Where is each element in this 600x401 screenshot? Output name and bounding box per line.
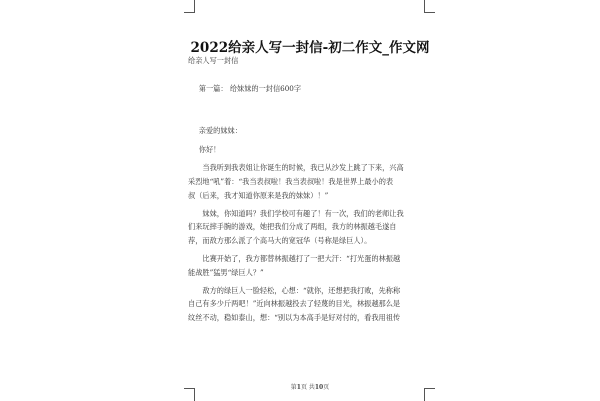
current-page-number: 1 bbox=[296, 384, 301, 391]
paragraph bbox=[188, 252, 432, 280]
paragraph-line: 当我听到我表姐让你诞生的时候，我已从沙发上跳了下来，兴高 bbox=[202, 163, 404, 173]
document-body bbox=[188, 54, 432, 325]
total-page-count: 10 bbox=[314, 384, 324, 391]
crop-mark-top-right bbox=[424, 0, 435, 13]
section-heading: 第一篇： 给妹妹的一封信600字 bbox=[198, 83, 302, 93]
paragraph-line: 比赛开始了，我方都替林振越打了一把大汗：“打光蛋的林振越 bbox=[202, 253, 401, 263]
crop-mark-top-left bbox=[184, 0, 195, 13]
footer-mid: 页 共 bbox=[300, 384, 315, 391]
footer-suffix: 页 bbox=[323, 384, 330, 391]
paragraph bbox=[188, 207, 432, 248]
paragraph-line: 纹丝不动，稳如泰山，想：“别以为本高手是好对付的，看我用祖传 bbox=[188, 313, 401, 323]
document-title: 2022给亲人写一封信-初二作文_作文网 bbox=[190, 40, 430, 56]
paragraph bbox=[188, 161, 432, 202]
paragraph-line: 能战胜”猛男“绿巨人？” bbox=[188, 267, 264, 277]
paragraph-line: 敌方的绿巨人一脸轻松，心想：“就你，还想把我打败，先称称 bbox=[202, 285, 401, 295]
salutation: 亲爱的妹妹： bbox=[198, 125, 242, 135]
paragraph bbox=[188, 284, 432, 325]
footer-prefix: 第 bbox=[290, 384, 297, 391]
paragraph-line: 采烈地“吼”着：“我当表叔啦！我当表叔啦！我是世界上最小的表 bbox=[188, 176, 394, 186]
paragraph-line: 叔（后来，我才知道你原来是我的妹妹）！” bbox=[188, 190, 329, 200]
paragraph-line: 荐，而敌方那么派了个高马大的宽冠华（号称是绿巨人）。 bbox=[188, 236, 372, 246]
page-footer bbox=[190, 382, 430, 391]
greeting: 你好！ bbox=[198, 145, 221, 155]
subtitle: 给亲人写一封信 bbox=[188, 56, 239, 65]
paragraph-line: 自己有多少斤两吧！”近向林振越投去了轻蔑的目光，林振越那么是 bbox=[188, 299, 401, 309]
paragraph-line: 们来玩摔手腕的游戏，她把我们分成了两组，我方的林振越毛遂自 bbox=[188, 222, 397, 232]
paragraph-line: 妹妹，你知道吗？我们学校可有趣了！有一次，我们的老师让我 bbox=[202, 208, 404, 218]
